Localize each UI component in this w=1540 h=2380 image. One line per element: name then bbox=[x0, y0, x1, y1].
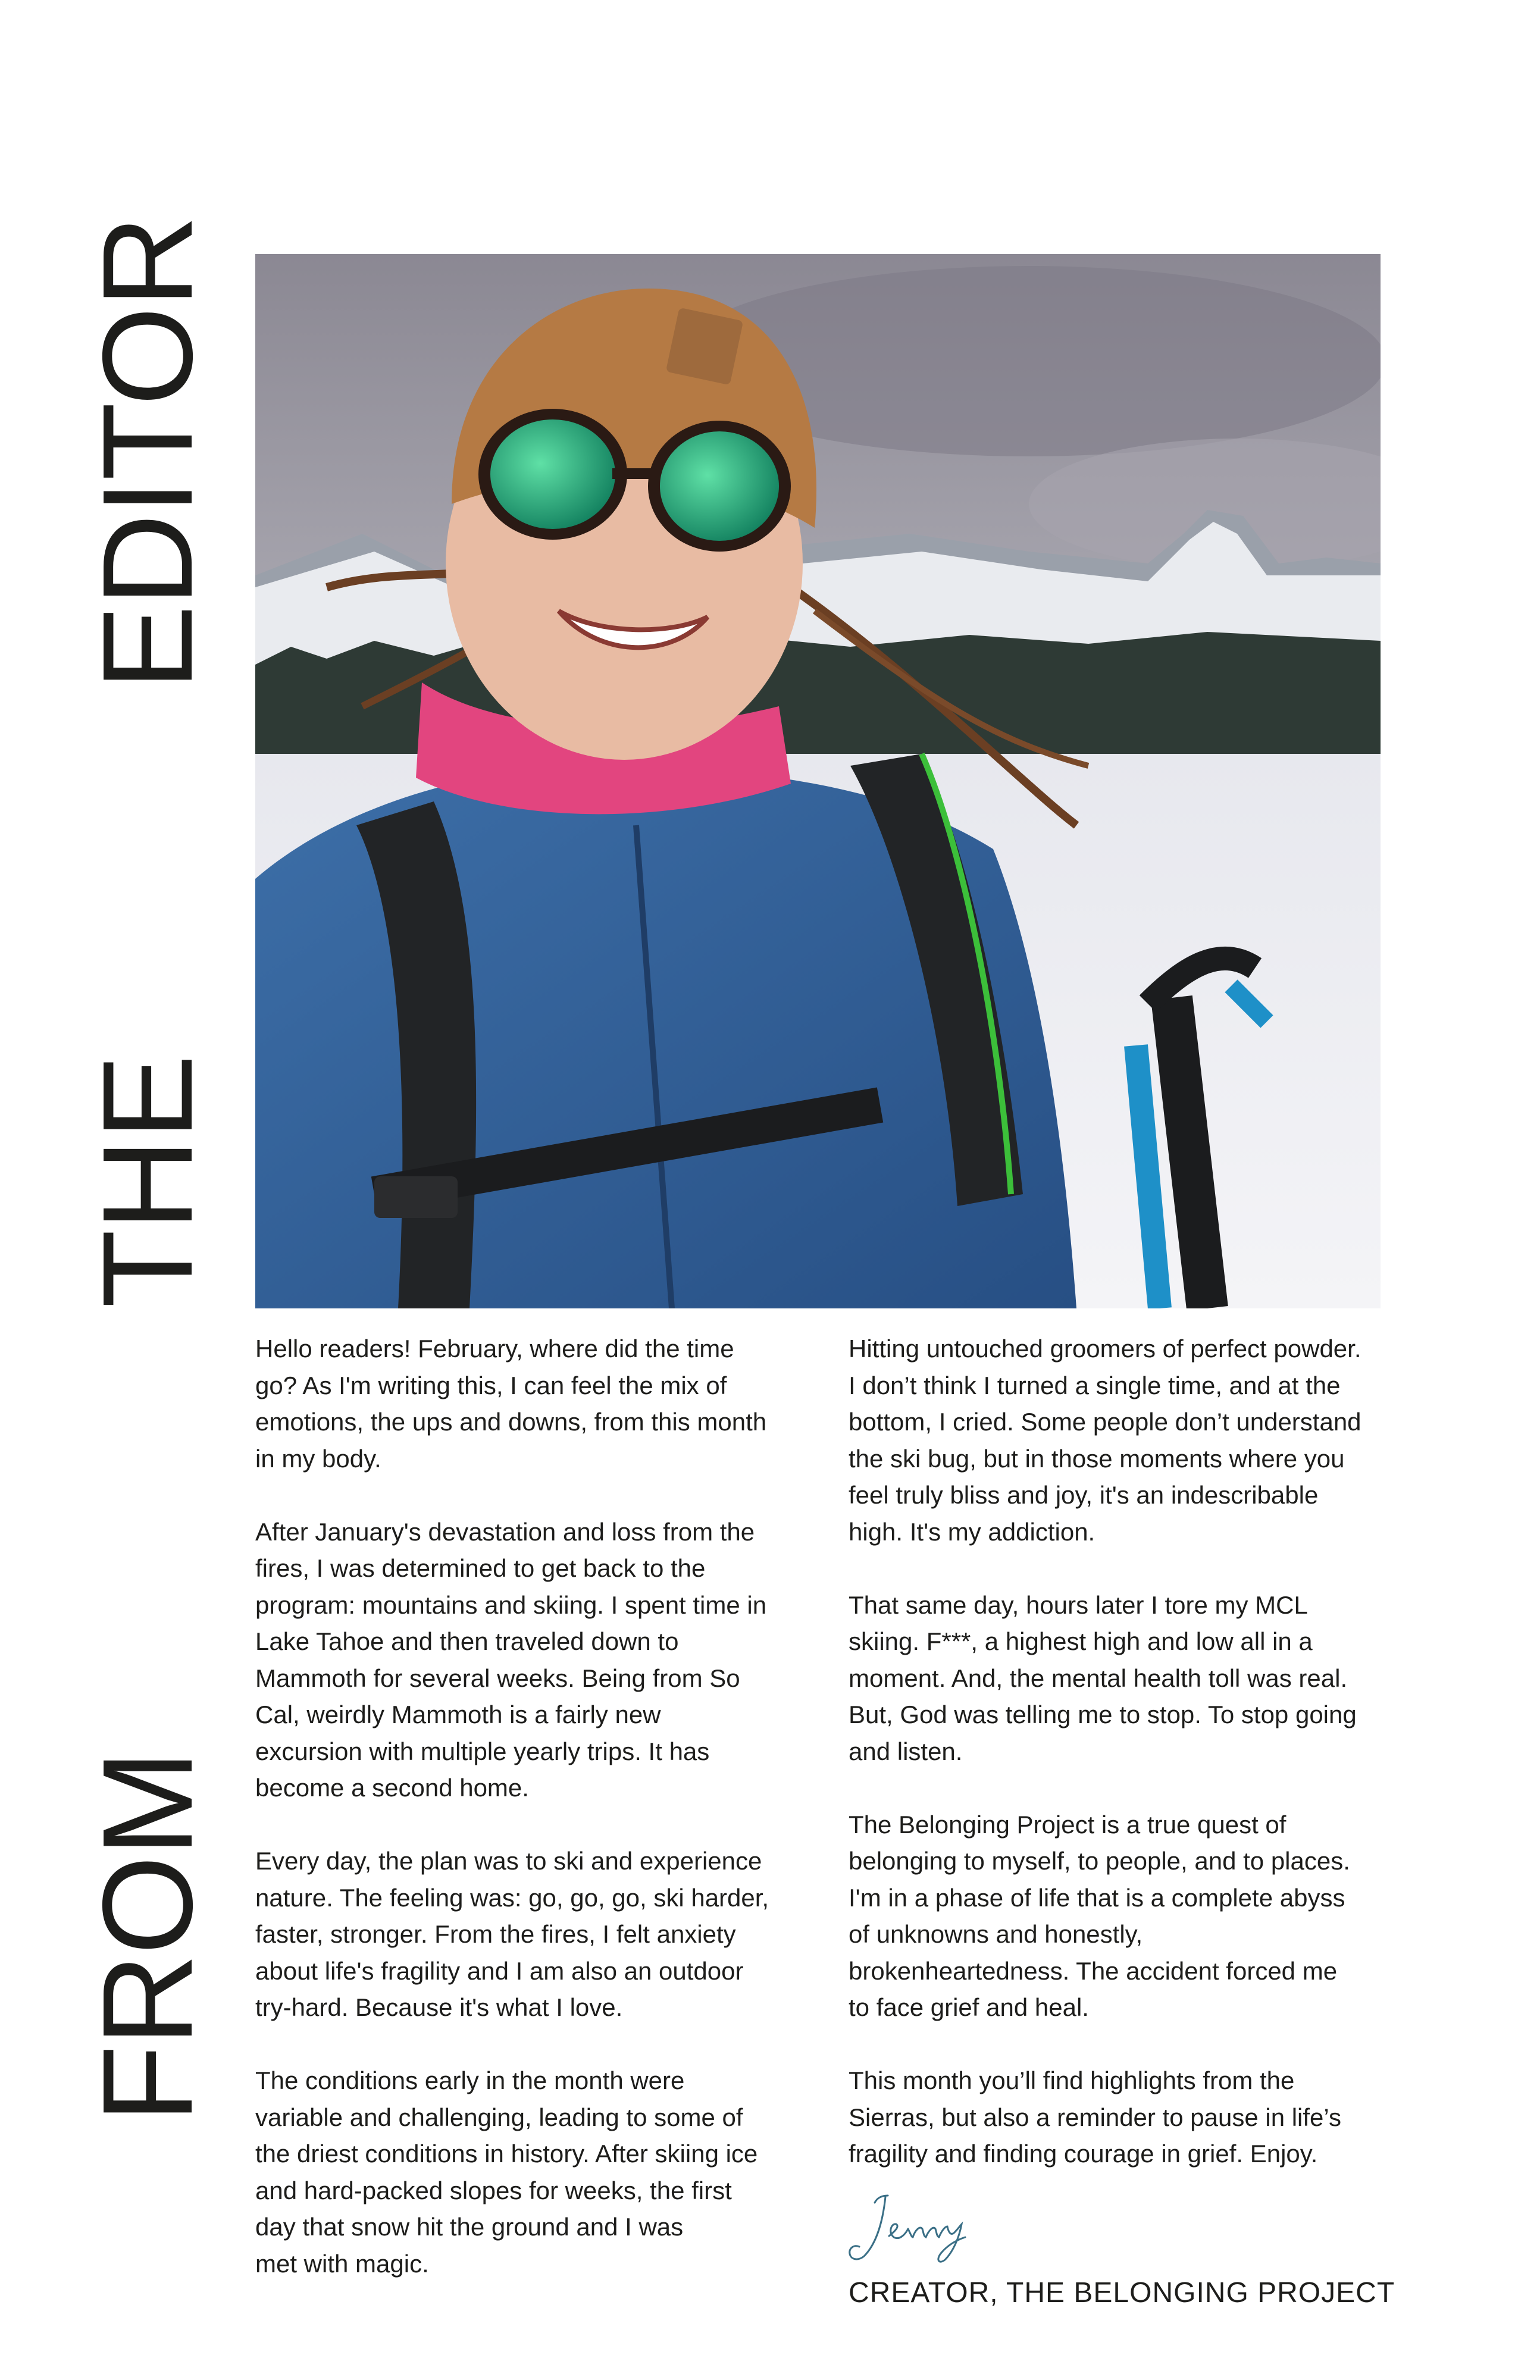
article-paragraph: That same day, hours later I tore my MCL skiing. F***, a highest high and low all in a moment. And, the mental health toll was real. But, God was telling me to stop. To stop going and listen. bbox=[849, 1590, 1357, 1765]
signoff-title: CREATOR, THE BELONGING PROJECT bbox=[849, 2277, 1395, 2309]
editor-photo bbox=[255, 254, 1381, 1308]
headline-word-from: FROM bbox=[76, 1751, 219, 2123]
headline-word-the: THE bbox=[76, 1056, 219, 1308]
article-column-right bbox=[849, 1330, 1396, 2209]
article-paragraph: The conditions early in the month were variable and challenging, leading to some of the driest conditions in history. After skiing ice and hard-packed slopes for weeks, the first day that snow hit the ground and I was met with magic. bbox=[255, 2066, 758, 2278]
editor-photo-illustration bbox=[255, 254, 1381, 1308]
headline-word-editor: EDITOR bbox=[76, 216, 219, 690]
signature-jenny bbox=[846, 2190, 971, 2267]
article-column-left bbox=[255, 1330, 791, 2319]
article-paragraph: After January's devastation and loss from the fires, I was determined to get back to the program: mountains and skiing. I spent time in Lake Tahoe and then traveled down to Mammoth for several weeks. Being from So Cal, weirdly Mammoth is a fairly new excursion with multiple yearly trips. It has become a second home. bbox=[255, 1517, 767, 1802]
article-paragraph: Hitting untouched groomers of perfect powder. I don’t think I turned a single time, and at the bottom, I cried. Some people don’t understand the ski bug, but in those moments where you feel truly bliss and joy, it's an indescribable high. It's my addiction. bbox=[849, 1335, 1361, 1546]
article-paragraph: Hello readers! February, where did the time go? As I'm writing this, I can feel the mix of emotions, the ups and downs, from this month in my body. bbox=[255, 1335, 767, 1473]
article-paragraph: This month you’ll find highlights from the Sierras, but also a reminder to pause in life’s fragility and finding courage in grief. Enjoy. bbox=[849, 2066, 1341, 2168]
article-paragraph: The Belonging Project is a true quest of belonging to myself, to people, and to places. I'm in a phase of life that is a complete abyss of unknowns and honestly, brokenheartedness. The accident forced me to face grief and heal. bbox=[849, 1810, 1350, 2021]
article-paragraph: Every day, the plan was to ski and experience nature. The feeling was: go, go, go, ski harder, faster, stronger. From the fires, I felt anxiety about life's fragility and I am also an outdoor try-hard. Because it's what I love. bbox=[255, 1847, 769, 2021]
